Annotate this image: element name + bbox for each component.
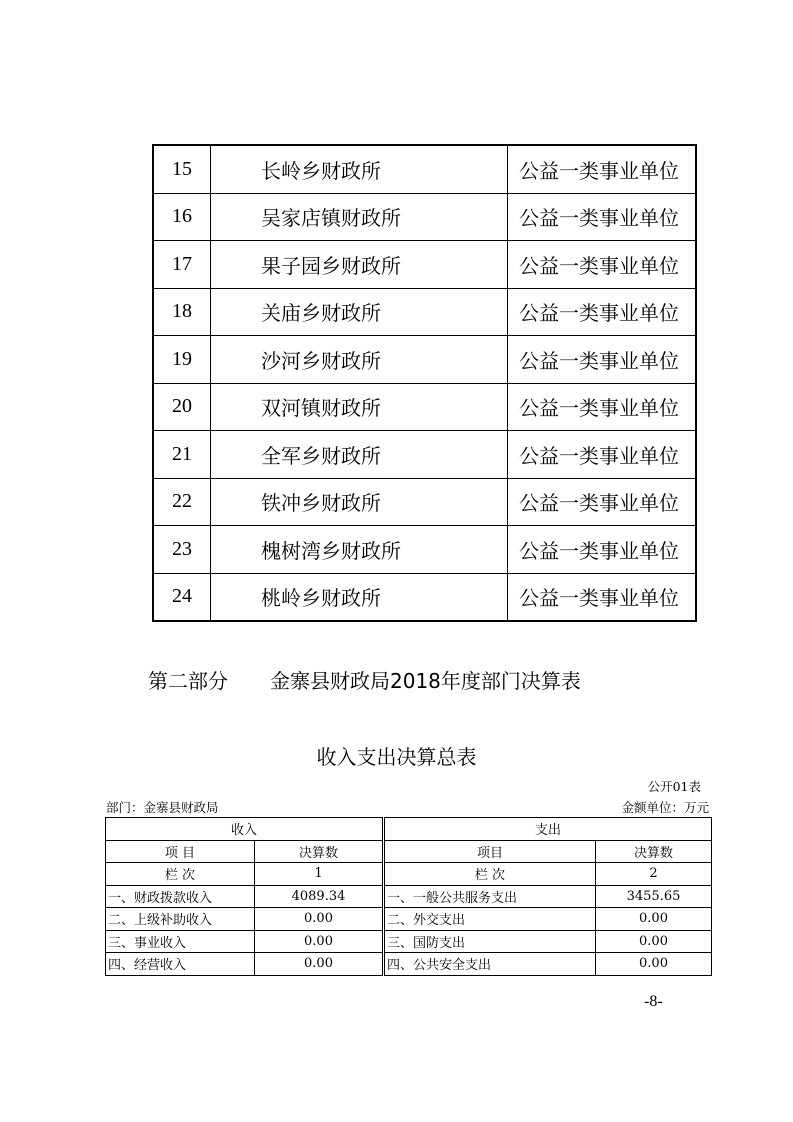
- form-code: 公开01表: [647, 779, 701, 794]
- income-index-label: 栏 次: [106, 863, 255, 886]
- income-amount: 4089.34: [255, 885, 384, 908]
- income-header: 收入: [106, 818, 384, 841]
- row-number: 24: [153, 573, 211, 621]
- table-row: [106, 885, 712, 908]
- unit-name: 关庙乡财政所: [211, 288, 508, 336]
- unit-name: 长岭乡财政所: [211, 145, 508, 193]
- expense-index-value: 2: [596, 863, 712, 886]
- income-expense-summary-table: [105, 817, 712, 976]
- table-row: [153, 478, 696, 526]
- unit-type: 公益一类事业单位: [508, 478, 697, 526]
- income-item-column-header: 项 目: [106, 840, 255, 863]
- unit-name: 沙河乡财政所: [211, 336, 508, 384]
- unit-name: 桃岭乡财政所: [211, 573, 508, 621]
- unit-type: 公益一类事业单位: [508, 241, 697, 289]
- unit-name: 槐树湾乡财政所: [211, 526, 508, 574]
- income-item: 一、财政拨款收入: [106, 885, 255, 908]
- amount-unit-label: 金额单位：万元: [621, 800, 709, 815]
- income-item: 三、事业收入: [106, 930, 255, 953]
- table-row: [153, 241, 696, 289]
- unit-type: 公益一类事业单位: [508, 336, 697, 384]
- table-row: [106, 930, 712, 953]
- row-number: 17: [153, 241, 211, 289]
- income-amount: 0.00: [255, 953, 384, 976]
- unit-type: 公益一类事业单位: [508, 526, 697, 574]
- unit-name: 吴家店镇财政所: [211, 193, 508, 241]
- table-row: [106, 908, 712, 931]
- expense-amount: 0.00: [596, 930, 712, 953]
- unit-name: 铁冲乡财政所: [211, 478, 508, 526]
- section-heading: [148, 665, 581, 694]
- expense-amount: 3455.65: [596, 885, 712, 908]
- expense-amount: 0.00: [596, 908, 712, 931]
- row-number: 16: [153, 193, 211, 241]
- income-item: 二、上级补助收入: [106, 908, 255, 931]
- table-row: [153, 336, 696, 384]
- row-number: 19: [153, 336, 211, 384]
- unit-type: 公益一类事业单位: [508, 383, 697, 431]
- expense-amount: 0.00: [596, 953, 712, 976]
- table-row: [153, 288, 696, 336]
- section-part-label: 第二部分: [148, 669, 228, 693]
- unit-name: 双河镇财政所: [211, 383, 508, 431]
- expense-amount-column-header: 决算数: [596, 840, 712, 863]
- table-row: [153, 383, 696, 431]
- row-number: 15: [153, 145, 211, 193]
- table-row: [153, 193, 696, 241]
- expense-item: 一、一般公共服务支出: [384, 885, 596, 908]
- page-number: -8-: [644, 993, 663, 1010]
- unit-type: 公益一类事业单位: [508, 193, 697, 241]
- unit-type: 公益一类事业单位: [508, 145, 697, 193]
- row-number: 21: [153, 431, 211, 479]
- expense-item: 三、国防支出: [384, 930, 596, 953]
- table-row: [153, 145, 696, 193]
- table-header-row: [106, 840, 712, 863]
- summary-table-title: 收入支出决算总表: [316, 745, 477, 769]
- department-label: 部门：金寨县财政局: [106, 800, 219, 815]
- expense-header: 支出: [384, 818, 712, 841]
- table-header-row: [106, 818, 712, 841]
- table-row: [153, 431, 696, 479]
- table-row: [106, 953, 712, 976]
- expense-index-label: 栏 次: [384, 863, 596, 886]
- unit-type: 公益一类事业单位: [508, 573, 697, 621]
- table-index-row: [106, 863, 712, 886]
- row-number: 23: [153, 526, 211, 574]
- income-item: 四、经营收入: [106, 953, 255, 976]
- income-index-value: 1: [255, 863, 384, 886]
- income-amount: 0.00: [255, 930, 384, 953]
- expense-item: 四、公共安全支出: [384, 953, 596, 976]
- income-amount: 0.00: [255, 908, 384, 931]
- unit-name: 果子园乡财政所: [211, 241, 508, 289]
- unit-type: 公益一类事业单位: [508, 288, 697, 336]
- row-number: 18: [153, 288, 211, 336]
- expense-item: 二、外交支出: [384, 908, 596, 931]
- row-number: 20: [153, 383, 211, 431]
- table-row: [153, 573, 696, 621]
- row-number: 22: [153, 478, 211, 526]
- unit-type: 公益一类事业单位: [508, 431, 697, 479]
- unit-name: 全军乡财政所: [211, 431, 508, 479]
- income-amount-column-header: 决算数: [255, 840, 384, 863]
- section-title: 金寨县财政局2018年度部门决算表: [270, 669, 581, 693]
- table-row: [153, 526, 696, 574]
- affiliated-units-table: [152, 144, 697, 622]
- expense-item-column-header: 项目: [384, 840, 596, 863]
